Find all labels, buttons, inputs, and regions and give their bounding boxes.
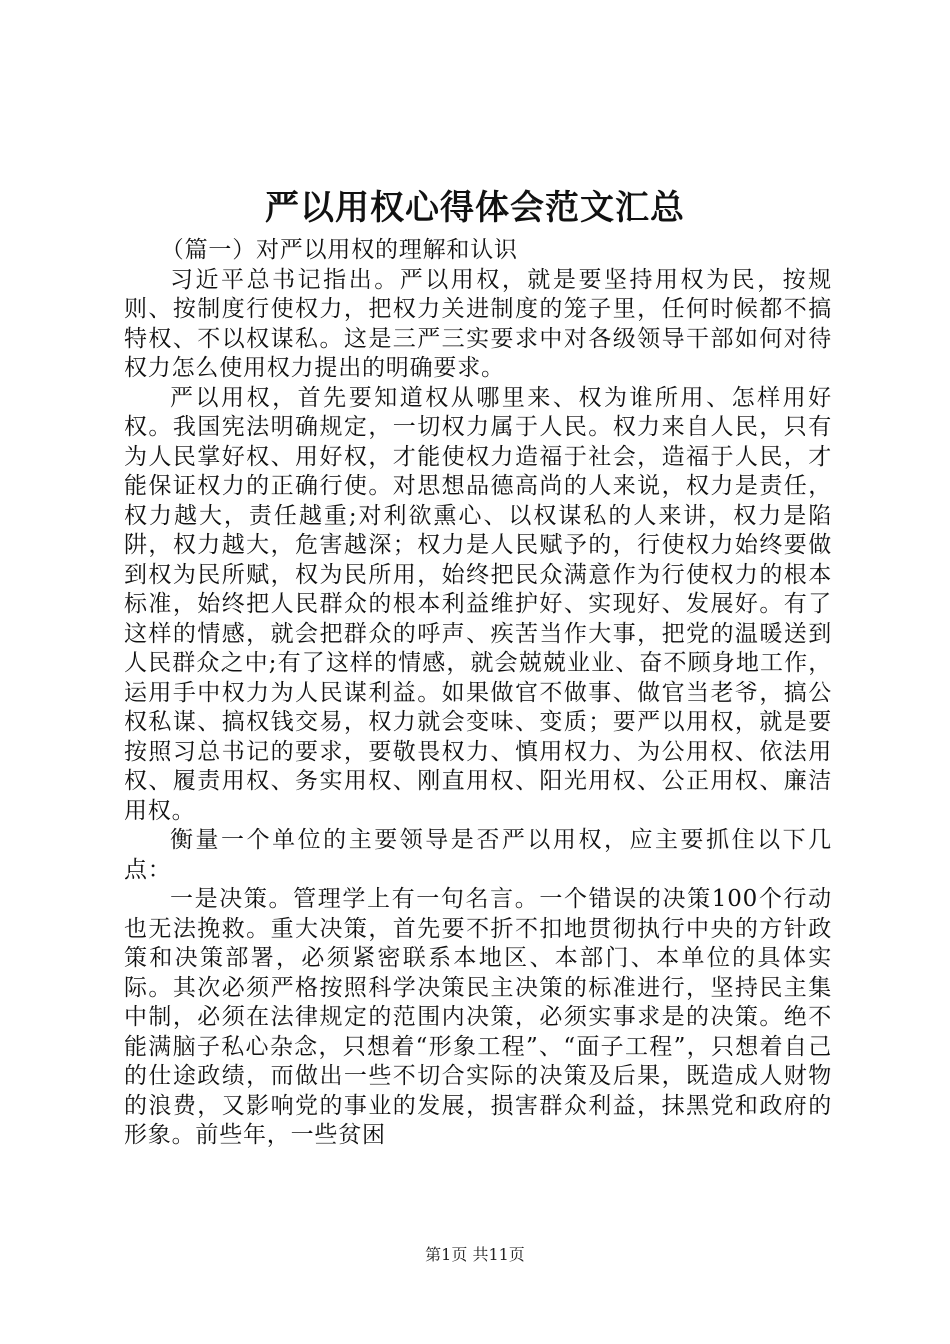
paragraph-4: 一是决策。管理学上有一句名言。一个错误的决策100个行动也无法挽救。重大决策，首先要不折不扣地贯彻执行中央的方针政策和决策部署，必须紧密联系本地区、本部门、本单位的具体实际。其次必须严格按照科学决策民主决策的标准进行，坚持民主集中制，必须在法律规定的范围内决策，必须实事求是的决策。绝不能满脑子私心杂念，只想着“形象工程”、“面子工程”，只想着自己的仕途政绩，而做出一些不切合实际的决策及后果，既造成人财物的浪费，又影响党的事业的发展，损害群众利益，抹黑党和政府的形象。前些年，一些贫困 bbox=[124, 886, 832, 1148]
paragraph-1: 习近平总书记指出。严以用权，就是要坚持用权为民，按规则、按制度行使权力，把权力关进制度的笼子里，任何时候都不搞特权、不以权谋私。这是三严三实要求中对各级领导干部如何对待权力怎么使用权力提出的明确要求。 bbox=[124, 266, 832, 381]
document-title: 严以用权心得体会范文汇总 bbox=[265, 188, 685, 228]
page-footer: 第1页 共11页 bbox=[425, 1245, 525, 1264]
paragraph-3: 衡量一个单位的主要领导是否严以用权，应主要抓住以下几点： bbox=[124, 827, 832, 883]
section-heading: （篇一）对严以用权的理解和认识 bbox=[160, 237, 518, 263]
document-body bbox=[124, 236, 832, 1151]
paragraph-2: 严以用权，首先要知道权从哪里来、权为谁所用、怎样用好权。我国宪法明确规定，一切权力属于人民。权力来自人民，只有为人民掌好权、用好权，才能使权力造福于社会，造福于人民，才能保证权力的正确行使。对思想品德高尚的人来说，权力是责任，权力越大，责任越重;对利欲熏心、以权谋私的人来讲，权力是陷阱，权力越大，危害越深；权力是人民赋予的，行使权力始终要做到权为民所赋，权为民所用，始终把民众满意作为行使权力的根本标准，始终把人民群众的根本利益维护好、实现好、发展好。有了这样的情感，就会把群众的呼声、疾苦当作大事，把党的温暖送到人民群众之中;有了这样的情感，就会兢兢业业、奋不顾身地工作，运用手中权力为人民谋利益。如果做官不做事、做官当老爷，搞公权私谋、搞权钱交易，权力就会变味、变质；要严以用权，就是要按照习总书记的要求，要敬畏权力、慎用权力、为公用权、依法用权、履责用权、务实用权、刚直用权、阳光用权、公正用权、廉洁用权。 bbox=[124, 384, 832, 824]
